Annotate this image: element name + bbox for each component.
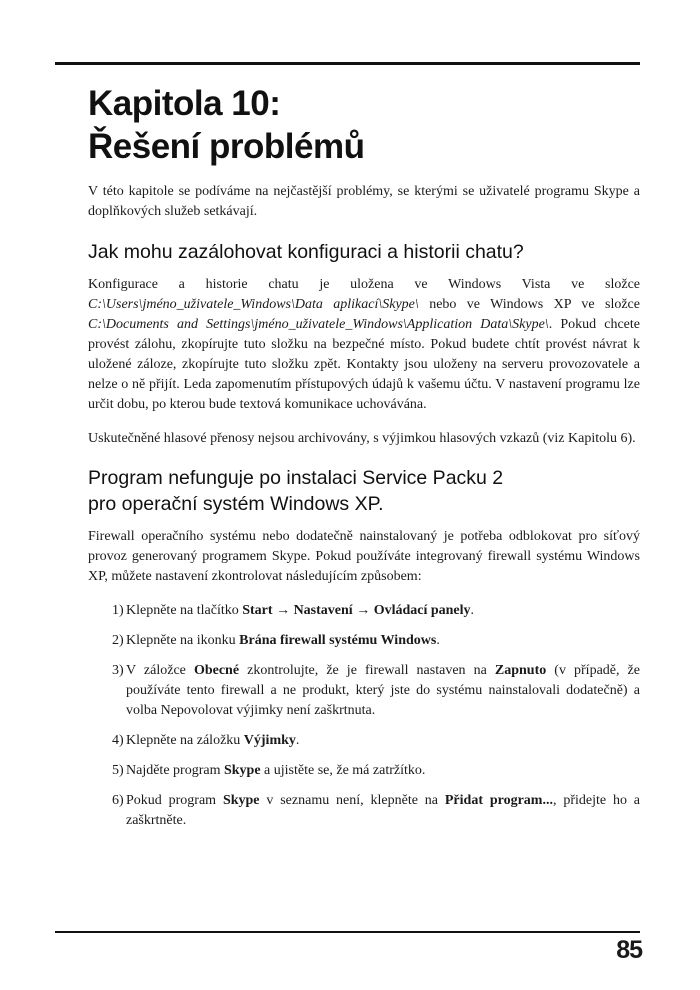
ui-term: Nastavení (293, 603, 353, 618)
step-item (88, 661, 640, 721)
ui-term: Výjimky (243, 733, 296, 748)
step-number: 4) (112, 733, 124, 748)
step-item (88, 791, 640, 831)
text-run: nebo ve Windows XP ve složce (418, 297, 640, 312)
text-run: Klepněte na záložku (126, 733, 244, 748)
step-number: 3) (112, 663, 124, 678)
step-item (88, 731, 640, 751)
page-number: 85 (616, 936, 642, 964)
text-run: , přidejte ho a zaškrtněte. (126, 793, 641, 828)
text-run: zkontrolujte, že je firewall nastaven na (239, 663, 495, 678)
step-item (88, 761, 640, 781)
step-item (88, 601, 640, 621)
text-run: . (436, 633, 440, 648)
section1-paragraph2: Uskutečněné hlasové přenosy nejsou archivovány, s výjimkou hlasových vzkazů (viz Kapitolu 6). (88, 431, 636, 446)
arrow: → (272, 603, 294, 618)
step-number: 2) (112, 633, 124, 648)
intro-paragraph: V této kapitole se podíváme na nejčastější problémy, se kterými se uživatelé programu Skype a doplňkových služeb setkávají. (88, 184, 640, 219)
text-run: Klepněte na ikonku (126, 633, 240, 648)
text-run: Pokud program (126, 793, 223, 808)
top-rule (55, 62, 640, 65)
text-run: . (295, 733, 300, 748)
text-run: Klepněte na tlačítko (126, 603, 243, 618)
section1-paragraph1 (88, 275, 640, 415)
chapter-title-line1: Kapitola 10: (88, 84, 281, 123)
ui-term: Ovládací panely (373, 603, 471, 618)
ui-term: Skype (223, 763, 261, 778)
step-item (88, 631, 640, 651)
text-run: . (470, 603, 475, 618)
ui-term: Zapnuto (494, 663, 547, 678)
ui-term: Brána firewall systému Windows (239, 633, 437, 648)
section2-heading (88, 465, 640, 517)
text-run: V záložce (126, 663, 194, 678)
text-run: v seznamu není, klepněte na (259, 793, 445, 808)
path-vista: C:\Users\jméno_uživatele_Windows\Data aplikací\Skype\ (88, 297, 419, 312)
path-xp: C:\Documents and Settings\jméno_uživatele_Windows\Application Data\Skype\ (88, 317, 549, 332)
bottom-rule (55, 931, 640, 933)
section2-paragraph: Firewall operačního systému nebo dodatečně nainstalovaný je potřeba odblokovat pro síťový provoz generovaný programem Skype. Pokud používáte integrovaný firewall systému Windows XP, můžete nastavení zkontrolovat následujícím způsobem: (88, 529, 640, 584)
step-number: 5) (112, 763, 124, 778)
chapter-title-line2: Řešení problémů (88, 127, 365, 166)
text-run: Najděte program (126, 763, 224, 778)
text-run: (v případě, že používáte tento firewall a ne produkt, který jste do systému nainstalovali dodatečně) a volba Nepovolovat výjimky není zaškrtnuta. (126, 663, 640, 718)
text-run: . Pokud chcete provést zálohu, zkopírujte tuto složku na bezpečné místo. Pokud budete chtít provést návrat k uložené záloze, zkopírujte tuto složku zpět. Kontakty jsou uloženy na serveru provozovatele a nelze o ně přijít. Leda zapomenutím přístupových údajů k vašemu účtu. V nastavení programu lze určit dobu, po kterou bude textová komunikace uchovávána. (88, 317, 640, 412)
ui-term: Obecné (193, 663, 240, 678)
ui-term: Skype (222, 793, 260, 808)
ui-term: Přidat program... (444, 793, 553, 808)
text-run: Konfigurace a historie chatu je uložena ve Windows Vista ve složce (88, 277, 640, 292)
arrow: → (352, 603, 374, 618)
text-run: a ujistěte se, že má zatržítko. (260, 763, 426, 778)
section1-heading: Jak mohu zazálohovat konfiguraci a historii chatu? (88, 241, 524, 263)
step-number: 1) (112, 603, 124, 618)
page-content (88, 82, 640, 841)
step-number: 6) (112, 793, 124, 808)
section2-heading-line1: Program nefunguje po instalaci Service Packu 2 (88, 467, 504, 489)
steps-list (88, 601, 640, 831)
ui-term: Start (242, 603, 273, 618)
chapter-title (88, 82, 640, 168)
section2-heading-line2: pro operační systém Windows XP. (88, 493, 384, 515)
